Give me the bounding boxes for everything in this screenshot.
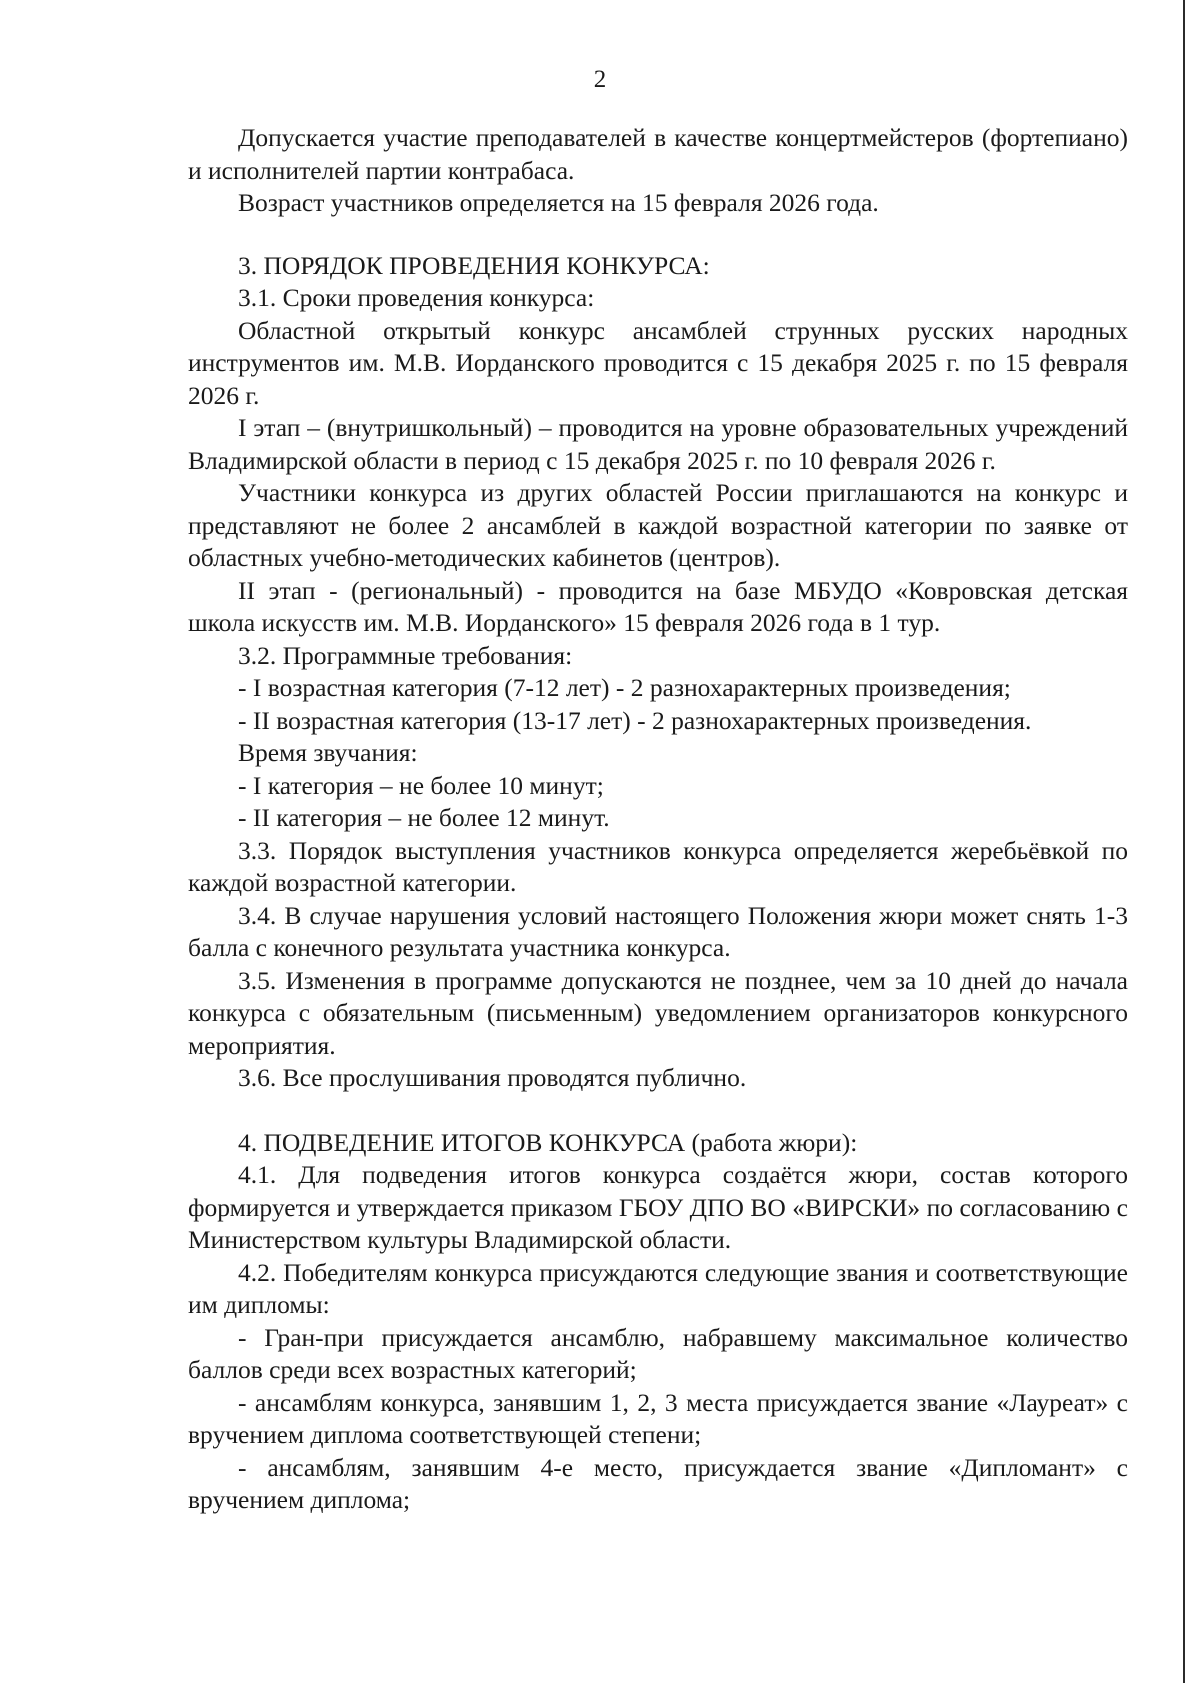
list-item-category-1: - I возрастная категория (7-12 лет) - 2 разнохарактерных произведения; [238, 673, 1011, 702]
subsection-4-2: 4.2. Победителям конкурса присуждаются следующие звания и соответствующие им дипломы: [188, 1257, 1128, 1319]
list-item-laureate: - ансамблям конкурса, занявшим 1, 2, 3 места присуждается звание «Лауреат» с вручением диплома соответствующей степени; [188, 1387, 1128, 1449]
list-item-duration-1: - I категория – не более 10 минут; [238, 770, 604, 800]
paragraph-contest-dates: Областной открытый конкурс ансамблей струнных русских народных инструментов им. М.В. Иорданского проводится с 15 декабря 2025 г. по 15 февраля 2026 г. [188, 315, 1128, 410]
list-item-diploma: - ансамблям, занявшим 4-е место, присуждается звание «Дипломант» с вручением диплома; [188, 1452, 1128, 1514]
paragraph-age-date: Возраст участников определяется на 15 февраля 2026 года. [238, 188, 879, 217]
subsection-4-1: 4.1. Для подведения итогов конкурса создаётся жюри, состав которого формируется и утверждается приказом ГБОУ ДПО ВО «ВИРСКИ» по согласованию с Министерством культуры Владимирской области. [188, 1160, 1128, 1254]
subsection-3-2: 3.2. Программные требования: [238, 640, 573, 670]
page-edge-line [1183, 0, 1185, 1683]
subsection-3-5: 3.5. Изменения в программе допускаются не позднее, чем за 10 дней до начала конкурса с обязательным (письменным) уведомлением организаторов конкурсного мероприятия. [188, 965, 1128, 1060]
subsection-3-6: 3.6. Все прослушивания проводятся публично. [238, 1063, 747, 1092]
subsection-3-1: 3.1. Сроки проведения конкурса: [238, 283, 595, 312]
paragraph-stage-1: I этап – (внутришкольный) – проводится на уровне образовательных учреждений Владимирской области в период с 15 декабря 2025 г. по 10 февраля 2026 г. [188, 413, 1128, 475]
paragraph-duration-heading: Время звучания: [238, 738, 418, 767]
paragraph-stage-2: II этап - (региональный) - проводится на базе МБУДО «Ковровская детская школа искусств им. М.В. Иорданского» 15 февраля 2026 года в 1 тур. [188, 575, 1128, 637]
paragraph-other-regions: Участники конкурса из других областей России приглашаются на конкурс и представляют не более 2 ансамблей в каждой возрастной категории по заявке от областных учебно-методических кабинетов (центров). [188, 478, 1128, 572]
list-item-duration-2: - II категория – не более 12 минут. [238, 803, 610, 832]
document-body [188, 122, 1128, 1517]
page-number: 2 [593, 66, 607, 93]
list-item-category-2: - II возрастная категория (13-17 лет) - 2 разнохарактерных произведения. [238, 705, 1032, 735]
section-heading-4: 4. ПОДВЕДЕНИЕ ИТОГОВ КОНКУРСА (работа жюри): [238, 1127, 858, 1157]
subsection-3-3: 3.3. Порядок выступления участников конкурса определяется жеребьёвкой по каждой возрастной категории. [188, 835, 1128, 897]
list-item-grand-prix: - Гран-при присуждается ансамблю, набравшему максимальное количество баллов среди всех возрастных категорий; [188, 1322, 1128, 1384]
subsection-3-4: 3.4. В случае нарушения условий настоящего Положения жюри может снять 1-3 балла с конечного результата участника конкурса. [188, 900, 1128, 962]
paragraph-accompanists: Допускается участие преподавателей в качестве концертмейстеров (фортепиано) и исполнителей партии контрабаса. [188, 123, 1128, 185]
section-heading-3: 3. ПОРЯДОК ПРОВЕДЕНИЯ КОНКУРСА: [238, 250, 710, 280]
